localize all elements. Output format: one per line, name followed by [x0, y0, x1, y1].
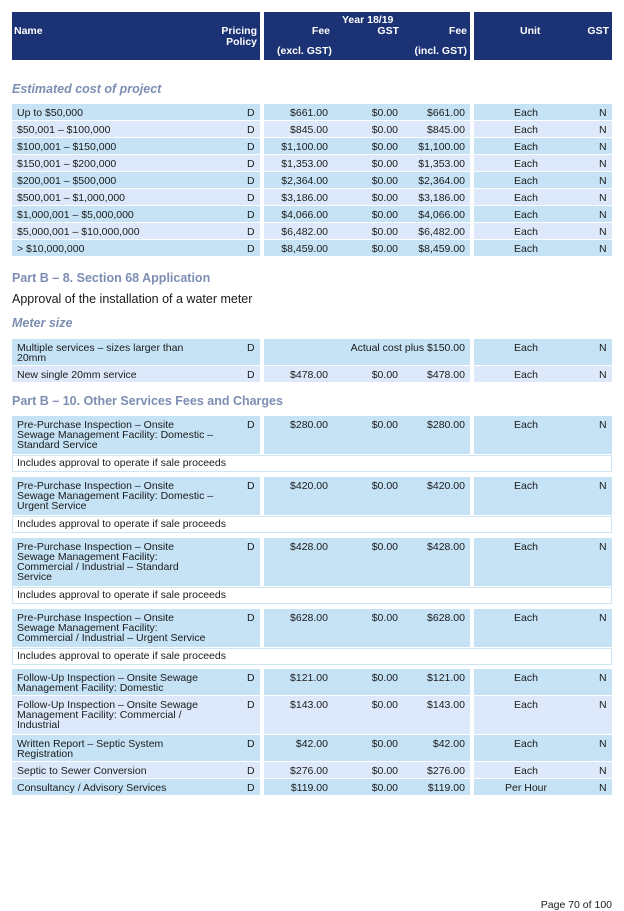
row-gst: $0.00	[371, 672, 398, 684]
row-name-line: Septic to Sewer Conversion	[17, 765, 147, 777]
row-name	[17, 108, 83, 118]
row-name	[17, 673, 198, 693]
row-gst-flag: N	[599, 342, 607, 354]
row-fee-incl: $3,186.00	[418, 192, 465, 204]
row-fee-excl: $661.00	[290, 107, 328, 119]
table-row	[0, 206, 624, 222]
row-pricing-policy: D	[247, 765, 255, 777]
part-b10-heading: Part B – 10. Other Services Fees and Charges	[12, 394, 283, 408]
row-note-box	[12, 587, 612, 604]
row-gst: $0.00	[371, 480, 398, 492]
row-gst-flag: N	[599, 782, 607, 794]
table-row	[0, 538, 624, 586]
row-gst-flag: N	[599, 209, 607, 221]
row-pricing-policy: D	[247, 226, 255, 238]
row-gst-flag: N	[599, 765, 607, 777]
row-name	[17, 343, 183, 363]
row-fee-span: Actual cost plus $150.00	[350, 342, 465, 354]
table-row	[0, 155, 624, 171]
row-gst-flag: N	[599, 612, 607, 624]
row-gst-flag: N	[599, 480, 607, 492]
row-unit: Each	[514, 699, 538, 711]
row-gst: $0.00	[371, 158, 398, 170]
row-note: Includes approval to operate if sale proceeds	[17, 457, 226, 469]
table-row	[0, 735, 624, 761]
row-name-line: New single 20mm service	[17, 369, 137, 381]
row-fee-incl: $1,353.00	[418, 158, 465, 170]
row-fee-excl: $143.00	[290, 699, 328, 711]
row-unit: Each	[514, 419, 538, 431]
row-fee-excl: $6,482.00	[281, 226, 328, 238]
row-name-line: $200,001 – $500,000	[17, 175, 117, 187]
row-pricing-policy: D	[247, 209, 255, 221]
row-name-line: $1,000,001 – $5,000,000	[17, 209, 134, 221]
row-name	[17, 125, 110, 135]
row-unit: Each	[514, 158, 538, 170]
row-pricing-policy: D	[247, 124, 255, 136]
row-fee-excl: $1,100.00	[281, 141, 328, 153]
row-name	[17, 613, 205, 643]
table-row	[0, 339, 624, 365]
row-name-line: Sewage Management Facility: Domestic –	[17, 429, 214, 441]
header-year: Year 18/19	[342, 14, 394, 26]
row-name-line: $100,001 – $150,000	[17, 141, 117, 153]
row-fee-incl: $4,066.00	[418, 209, 465, 221]
table-row	[0, 696, 624, 734]
header-gst: GST	[377, 25, 399, 37]
row-name-line: Multiple services – sizes larger than	[17, 342, 184, 354]
row-fee-incl: $42.00	[432, 738, 465, 750]
row-fee-excl: $3,186.00	[281, 192, 328, 204]
row-name-line: $150,001 – $200,000	[17, 158, 117, 170]
row-name-line: Pre-Purchase Inspection – Onsite	[17, 480, 174, 492]
header-name: Name	[14, 25, 43, 37]
row-name	[17, 159, 116, 169]
table-row	[0, 138, 624, 154]
header-fee-incl-2: (incl. GST)	[414, 45, 467, 57]
table-row	[0, 240, 624, 256]
row-fee-incl: $280.00	[427, 419, 465, 431]
row-unit: Per Hour	[504, 782, 547, 794]
row-gst-flag: N	[599, 672, 607, 684]
section-meter-size: Meter size	[12, 316, 73, 330]
row-name-line: Consultancy / Advisory Services	[17, 782, 167, 794]
row-unit: Each	[514, 243, 538, 255]
row-fee-excl: $2,364.00	[281, 175, 328, 187]
row-pricing-policy: D	[247, 243, 255, 255]
row-name	[17, 783, 166, 793]
row-gst: $0.00	[371, 141, 398, 153]
row-pricing-policy: D	[247, 699, 255, 711]
row-name	[17, 542, 179, 582]
header-fee-block	[264, 12, 470, 60]
row-name	[17, 739, 163, 759]
row-name-line: Standard Service	[17, 439, 98, 451]
row-pricing-policy: D	[247, 342, 255, 354]
table-row	[0, 189, 624, 205]
row-fee-excl: $478.00	[290, 369, 328, 381]
row-unit: Each	[514, 738, 538, 750]
page-number: Page 70 of 100	[540, 899, 612, 911]
row-gst-flag: N	[599, 107, 607, 119]
header-fee-excl-1: Fee	[311, 25, 330, 37]
row-fee-incl: $478.00	[427, 369, 465, 381]
row-fee-excl: $845.00	[290, 124, 328, 136]
row-gst: $0.00	[371, 419, 398, 431]
row-name-line: Follow-Up Inspection – Onsite Sewage	[17, 672, 198, 684]
row-unit: Each	[514, 541, 538, 553]
table-row	[0, 416, 624, 454]
header-fee-incl-1: Fee	[448, 25, 467, 37]
row-gst-flag: N	[599, 369, 607, 381]
row-gst: $0.00	[371, 243, 398, 255]
row-gst-flag: N	[599, 192, 607, 204]
row-unit: Each	[514, 226, 538, 238]
row-fee-incl: $428.00	[427, 541, 465, 553]
row-fee-incl: $276.00	[427, 765, 465, 777]
row-fee-incl: $143.00	[427, 699, 465, 711]
row-fee-incl: $420.00	[427, 480, 465, 492]
row-fee-incl: $1,100.00	[418, 141, 465, 153]
row-unit: Each	[514, 107, 538, 119]
row-gst-flag: N	[599, 141, 607, 153]
row-gst-flag: N	[599, 699, 607, 711]
row-name-line: Management Facility: Domestic	[17, 682, 164, 694]
row-note: Includes approval to operate if sale proceeds	[17, 518, 226, 530]
row-fee-excl: $1,353.00	[281, 158, 328, 170]
row-gst: $0.00	[371, 369, 398, 381]
row-gst: $0.00	[371, 226, 398, 238]
row-fee-excl: $280.00	[290, 419, 328, 431]
row-unit: Each	[514, 369, 538, 381]
row-fee-excl: $428.00	[290, 541, 328, 553]
row-gst-flag: N	[599, 738, 607, 750]
row-note-box	[12, 516, 612, 533]
table-row	[0, 609, 624, 647]
row-note: Includes approval to operate if sale proceeds	[17, 650, 226, 662]
row-gst-flag: N	[599, 243, 607, 255]
header-gst-flag: GST	[587, 25, 609, 37]
row-fee-incl: $119.00	[427, 782, 465, 794]
row-name	[17, 227, 140, 237]
row-gst-flag: N	[599, 175, 607, 187]
row-name-line: Registration	[17, 748, 74, 760]
row-fee-excl: $420.00	[290, 480, 328, 492]
row-pricing-policy: D	[247, 141, 255, 153]
row-pricing-policy: D	[247, 672, 255, 684]
row-name-line: Pre-Purchase Inspection – Onsite	[17, 612, 174, 624]
table-row	[0, 104, 624, 120]
section-estimated-cost: Estimated cost of project	[12, 82, 162, 96]
table-row	[0, 477, 624, 515]
row-gst: $0.00	[371, 765, 398, 777]
row-unit: Each	[514, 124, 538, 136]
row-gst: $0.00	[371, 192, 398, 204]
table-row	[0, 366, 624, 382]
row-gst-flag: N	[599, 124, 607, 136]
row-unit: Each	[514, 175, 538, 187]
row-gst: $0.00	[371, 699, 398, 711]
row-name	[17, 700, 198, 730]
row-unit: Each	[514, 192, 538, 204]
row-fee-incl: $8,459.00	[418, 243, 465, 255]
header-unit: Unit	[520, 25, 541, 37]
row-gst-flag: N	[599, 226, 607, 238]
row-name	[17, 766, 147, 776]
row-name-line: $50,001 – $100,000	[17, 124, 111, 136]
row-pricing-policy: D	[247, 738, 255, 750]
row-unit: Each	[514, 672, 538, 684]
row-fee-excl: $276.00	[290, 765, 328, 777]
table-row	[0, 669, 624, 695]
row-pricing-policy: D	[247, 158, 255, 170]
row-unit: Each	[514, 141, 538, 153]
row-fee-incl: $845.00	[427, 124, 465, 136]
row-name-line: Written Report – Septic System	[17, 738, 164, 750]
header-name-block	[12, 12, 260, 60]
row-name-line: Commercial / Industrial – Standard	[17, 561, 179, 573]
row-name	[17, 420, 213, 450]
row-name	[17, 142, 116, 152]
row-unit: Each	[514, 765, 538, 777]
row-pricing-policy: D	[247, 175, 255, 187]
row-gst: $0.00	[371, 209, 398, 221]
row-pricing-policy: D	[247, 107, 255, 119]
table-row	[0, 223, 624, 239]
row-gst: $0.00	[371, 612, 398, 624]
approval-text: Approval of the installation of a water meter	[12, 292, 253, 306]
row-unit: Each	[514, 342, 538, 354]
row-gst: $0.00	[371, 124, 398, 136]
row-note-box	[12, 648, 612, 665]
row-name-line: Management Facility: Commercial /	[17, 709, 182, 721]
row-fee-excl: $121.00	[290, 672, 328, 684]
row-name	[17, 210, 134, 220]
row-gst: $0.00	[371, 738, 398, 750]
row-name	[17, 193, 125, 203]
row-unit: Each	[514, 480, 538, 492]
header-pricing-policy-2: Policy	[226, 36, 257, 48]
table-row	[0, 762, 624, 778]
row-name-line: Service	[17, 571, 53, 583]
row-gst-flag: N	[599, 419, 607, 431]
row-name-line: Sewage Management Facility: Domestic –	[17, 490, 214, 502]
row-pricing-policy: D	[247, 541, 255, 553]
row-name-line: Sewage Management Facility:	[17, 622, 158, 634]
row-name	[17, 370, 137, 380]
row-fee-excl: $42.00	[295, 738, 328, 750]
row-fee-incl: $661.00	[427, 107, 465, 119]
row-fee-excl: $119.00	[290, 782, 328, 794]
row-name-line: Industrial	[17, 719, 60, 731]
row-name-line: Commercial / Industrial – Urgent Service	[17, 632, 206, 644]
row-name	[17, 176, 116, 186]
row-name-line: 20mm	[17, 352, 47, 364]
row-note-box	[12, 455, 612, 472]
table-row	[0, 172, 624, 188]
row-fee-incl: $628.00	[427, 612, 465, 624]
row-fee-excl: $628.00	[290, 612, 328, 624]
row-name-line: Sewage Management Facility:	[17, 551, 158, 563]
header-fee-excl-2: (excl. GST)	[277, 45, 332, 57]
row-fee-incl: $2,364.00	[418, 175, 465, 187]
row-note: Includes approval to operate if sale proceeds	[17, 589, 226, 601]
row-fee-incl: $121.00	[427, 672, 465, 684]
table-row	[0, 121, 624, 137]
header-pricing-policy-1: Pricing	[221, 25, 257, 37]
row-name-line: $500,001 – $1,000,000	[17, 192, 126, 204]
row-name-line: Follow-Up Inspection – Onsite Sewage	[17, 699, 198, 711]
row-unit: Each	[514, 209, 538, 221]
row-gst: $0.00	[371, 541, 398, 553]
row-gst-flag: N	[599, 158, 607, 170]
row-fee-excl: $8,459.00	[281, 243, 328, 255]
row-unit: Each	[514, 612, 538, 624]
row-name-line: Pre-Purchase Inspection – Onsite	[17, 541, 174, 553]
row-fee-incl: $6,482.00	[418, 226, 465, 238]
row-pricing-policy: D	[247, 419, 255, 431]
table-row	[0, 779, 624, 795]
header-unit-block	[474, 12, 612, 60]
part-b8-heading: Part B – 8. Section 68 Application	[12, 271, 211, 285]
row-gst: $0.00	[371, 107, 398, 119]
row-pricing-policy: D	[247, 192, 255, 204]
row-name-line: Urgent Service	[17, 500, 87, 512]
row-name-line: Up to $50,000	[17, 107, 83, 119]
row-gst: $0.00	[371, 782, 398, 794]
row-pricing-policy: D	[247, 369, 255, 381]
row-fee-excl: $4,066.00	[281, 209, 328, 221]
row-pricing-policy: D	[247, 612, 255, 624]
row-gst: $0.00	[371, 175, 398, 187]
row-name-line: > $10,000,000	[17, 243, 85, 255]
row-pricing-policy: D	[247, 782, 255, 794]
row-name	[17, 481, 213, 511]
row-name	[17, 244, 84, 254]
row-name-line: Pre-Purchase Inspection – Onsite	[17, 419, 174, 431]
row-pricing-policy: D	[247, 480, 255, 492]
row-name-line: $5,000,001 – $10,000,000	[17, 226, 140, 238]
row-gst-flag: N	[599, 541, 607, 553]
